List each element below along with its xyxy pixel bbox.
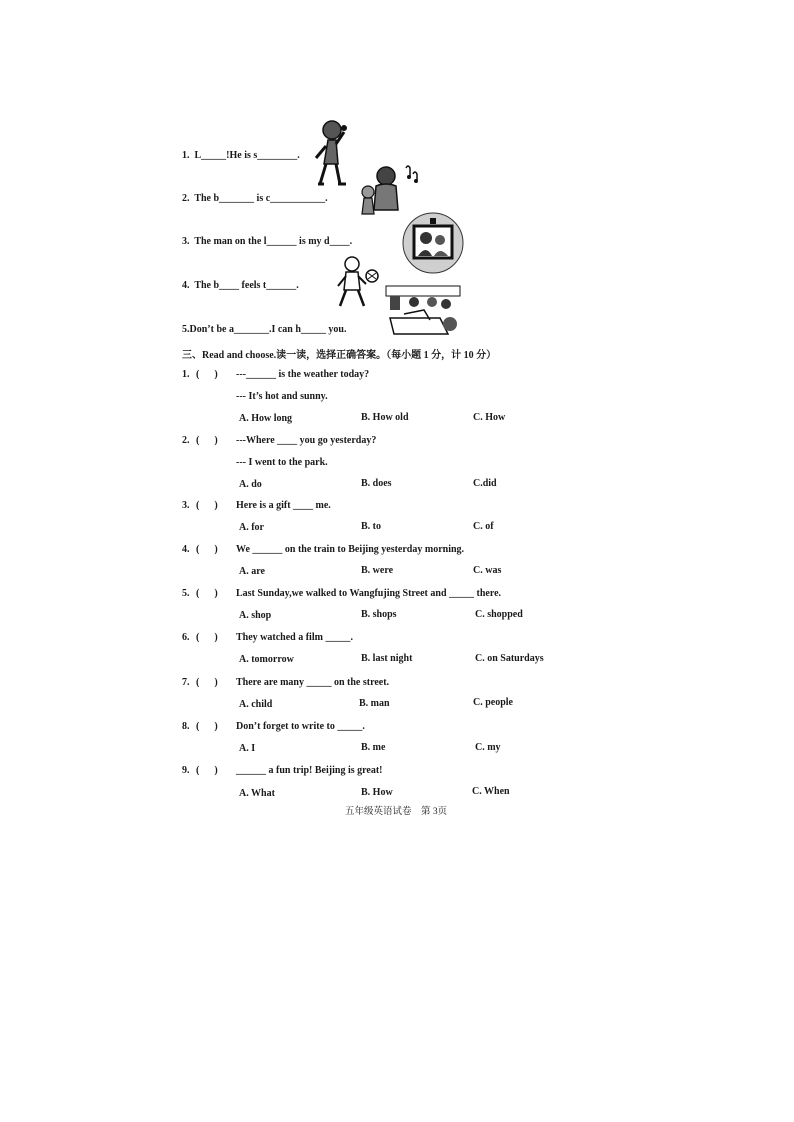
question-stem: We ______ on the train to Beijing yesterday morning. [236, 544, 465, 555]
question-number: 5. [182, 588, 190, 599]
page-footer: 五年级英语试卷 第 3页 [345, 807, 448, 817]
answer-paren[interactable]: ( ) [196, 369, 218, 380]
option-b[interactable]: B. man [359, 698, 390, 709]
question-stem: Last Sunday,we walked to Wangfujing Street and _____ there. [236, 588, 502, 599]
question-number: 3. [182, 500, 190, 511]
fill-in-3: 3. The man on the l______ is my d____. [182, 236, 353, 247]
option-c[interactable]: C. was [473, 565, 502, 576]
option-c[interactable]: C. When [472, 786, 510, 797]
answer-paren[interactable]: ( ) [196, 632, 218, 643]
option-a[interactable]: A. What [239, 788, 275, 799]
option-a[interactable]: A. shop [239, 610, 272, 621]
fill-in-1: 1. L_____!He is s________. [182, 150, 300, 161]
option-c[interactable]: C.did [473, 478, 497, 489]
option-a[interactable]: A. do [239, 479, 262, 490]
option-a[interactable]: A. tomorrow [239, 654, 294, 665]
option-c[interactable]: C. my [475, 742, 501, 753]
option-a[interactable]: A. for [239, 522, 264, 533]
question-stem: ---Where ____ you go yesterday? [236, 435, 377, 446]
option-c[interactable]: C. of [473, 521, 494, 532]
question-stem: They watched a film _____. [236, 632, 353, 643]
question-stem: ---______ is the weather today? [236, 369, 370, 380]
option-b[interactable]: B. does [361, 478, 392, 489]
question-reply: --- It’s hot and sunny. [236, 391, 328, 402]
question-number: 6. [182, 632, 190, 643]
option-a[interactable]: A. How long [239, 413, 293, 424]
option-a[interactable]: A. are [239, 566, 265, 577]
option-b[interactable]: B. How old [361, 412, 409, 423]
option-b[interactable]: B. me [361, 742, 386, 753]
option-c[interactable]: C. How [473, 412, 506, 423]
option-a[interactable]: A. child [239, 699, 273, 710]
option-c[interactable]: C. on Saturdays [475, 653, 544, 664]
option-b[interactable]: B. were [361, 565, 394, 576]
singing-boy-illustration [310, 118, 352, 188]
answer-paren[interactable]: ( ) [196, 544, 218, 555]
answer-paren[interactable]: ( ) [196, 721, 218, 732]
question-number: 4. [182, 544, 190, 555]
option-b[interactable]: B. last night [361, 653, 413, 664]
section-heading: 三、Read and choose.读一读，选择正确答案。（每小题 1 分，计 10 分） [182, 350, 497, 361]
fill-in-2: 2. The b_______ is c___________. [182, 193, 328, 204]
hospital-scene-illustration [384, 284, 462, 340]
question-number: 7. [182, 677, 190, 688]
option-b[interactable]: B. to [361, 521, 381, 532]
option-b[interactable]: B. shops [361, 609, 397, 620]
answer-paren[interactable]: ( ) [196, 677, 218, 688]
question-stem: Here is a gift ____ me. [236, 500, 331, 511]
answer-paren[interactable]: ( ) [196, 435, 218, 446]
option-b[interactable]: B. How [361, 787, 393, 798]
question-stem: ______ a fun trip! Beijing is great! [236, 765, 383, 776]
question-number: 8. [182, 721, 190, 732]
question-reply: --- I went to the park. [236, 457, 328, 468]
question-stem: There are many _____ on the street. [236, 677, 390, 688]
question-number: 9. [182, 765, 190, 776]
option-a[interactable]: A. I [239, 743, 256, 754]
option-c[interactable]: C. shopped [475, 609, 523, 620]
answer-paren[interactable]: ( ) [196, 500, 218, 511]
question-number: 1. [182, 369, 190, 380]
tired-boy-illustration [334, 254, 380, 310]
fill-in-5: 5.Don’t be a_______.I can h_____ you. [182, 324, 347, 335]
answer-paren[interactable]: ( ) [196, 765, 218, 776]
family-photo-illustration [402, 212, 464, 274]
question-stem: Don’t forget to write to _____. [236, 721, 365, 732]
answer-paren[interactable]: ( ) [196, 588, 218, 599]
question-number: 2. [182, 435, 190, 446]
option-c[interactable]: C. people [473, 697, 513, 708]
fill-in-4: 4. The b____ feels t______. [182, 280, 299, 291]
